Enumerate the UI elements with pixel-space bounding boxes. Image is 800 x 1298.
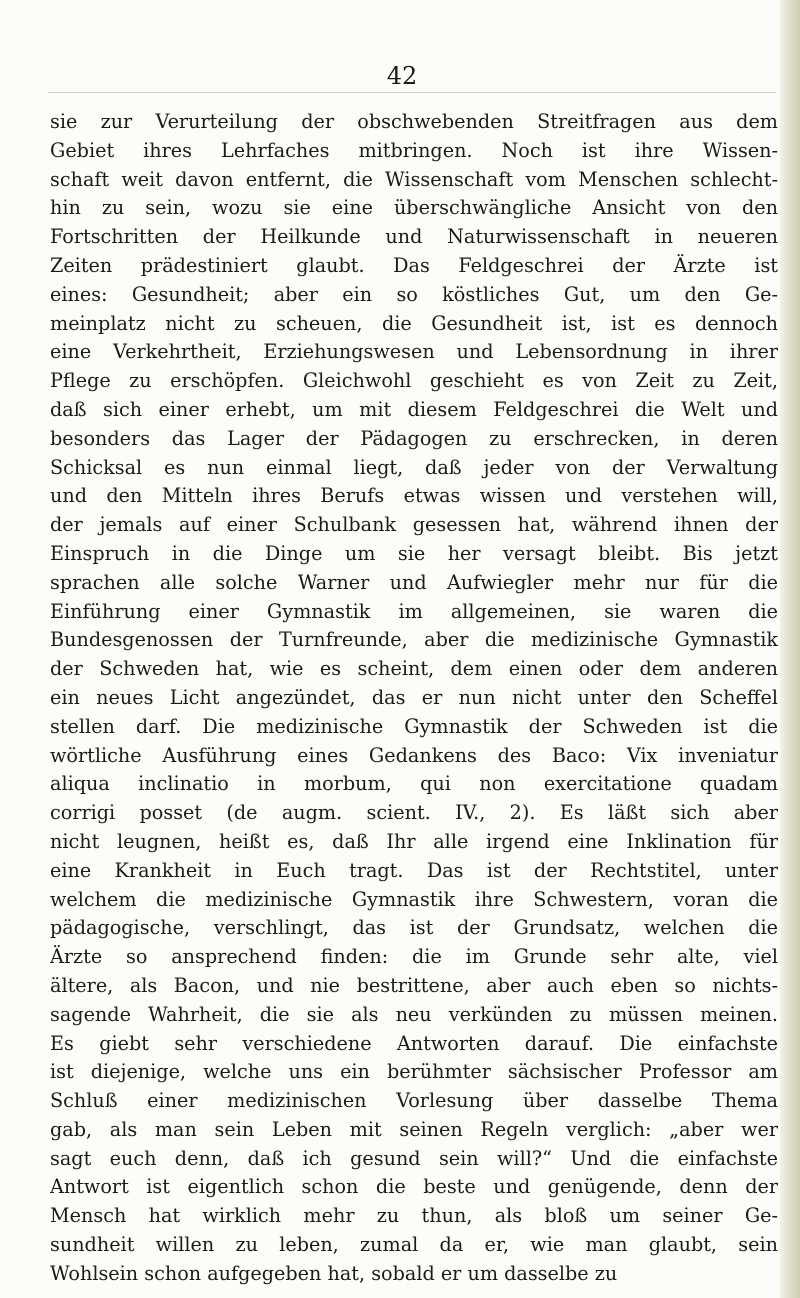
text-line: Es giebt sehr verschiedene Antworten darauf. Die einfachste [50,1031,778,1055]
text-line: corrigi posset (de augm. scient. IV., 2). Es läßt sich aber [50,801,778,825]
text-line: eine Krankheit in Euch tragt. Das ist der Rechtstitel, unter [50,858,778,882]
page-edge-shadow [780,0,800,1298]
text-line: Schluß einer medizinischen Vorlesung über dasselbe Thema [50,1089,778,1113]
text-line: Antwort ist eigentlich schon die beste und genügende, denn der [50,1175,778,1199]
text-line: Gebiet ihres Lehrfaches mitbringen. Noch ist ihre Wissen- [50,138,778,162]
text-line: aliqua inclinatio in morbum, qui non exercitatione quadam [50,772,778,796]
text-line: besonders das Lager der Pädagogen zu erschrecken, in deren [50,426,778,450]
text-line: Einspruch in die Dinge um sie her versagt bleibt. Bis jetzt [50,541,778,565]
text-line: schaft weit davon entfernt, die Wissenschaft vom Menschen schlecht- [50,167,778,191]
text-line: Bundesgenossen der Turnfreunde, aber die medizinische Gymnastik [50,628,778,652]
text-line: der jemals auf einer Schulbank gesessen hat, während ihnen der [50,513,778,537]
text-line: stellen darf. Die medizinische Gymnastik der Schweden ist die [50,714,778,738]
text-line: der Schweden hat, wie es scheint, dem einen oder dem anderen [50,657,778,681]
text-line: sprachen alle solche Warner und Aufwiegler mehr nur für die [50,570,778,594]
text-line: ist diejenige, welche uns ein berühmter sächsischer Professor am [50,1060,778,1084]
text-line: und den Mitteln ihres Berufs etwas wissen und verstehen will, [50,484,778,508]
text-line: Wohlsein schon aufgegeben hat, sobald er um dasselbe zu [50,1261,618,1285]
text-line: sagende Wahrheit, die sie als neu verkünden zu müssen meinen. [50,1002,778,1026]
text-line: Einführung einer Gymnastik im allgemeinen, sie waren die [50,599,778,623]
text-line: sundheit willen zu leben, zumal da er, wie man glaubt, sein [50,1233,778,1257]
page-number: 42 [386,62,418,90]
text-line: meinplatz nicht zu scheuen, die Gesundheit ist, ist es dennoch [50,311,778,335]
header-rule [48,92,776,93]
text-line: Mensch hat wirklich mehr zu thun, als bloß um seiner Ge- [50,1204,778,1228]
text-line: welchem die medizinische Gymnastik ihre Schwestern, voran die [50,887,778,911]
text-line: eine Verkehrtheit, Erziehungswesen und Lebensordnung in ihrer [50,340,778,364]
text-line: sagt euch denn, daß ich gesund sein will?“ Und die einfachste [50,1146,778,1170]
text-line: ältere, als Bacon, und nie bestrittene, aber auch eben so nichts- [50,973,778,997]
text-line: Fortschritten der Heilkunde und Naturwissenschaft in neueren [50,225,778,249]
text-line: pädagogische, verschlingt, das ist der Grundsatz, welchen die [50,916,778,940]
text-line: ein neues Licht angezündet, das er nun nicht unter den Scheffel [50,685,778,709]
text-line: nicht leugnen, heißt es, daß Ihr alle irgend eine Inklination für [50,829,778,853]
text-line: Ärzte so ansprechend finden: die im Grunde sehr alte, viel [50,945,778,969]
text-line: Zeiten prädestiniert glaubt. Das Feldgeschrei der Ärzte ist [50,253,778,277]
text-line: sie zur Verurteilung der obschwebenden Streitfragen aus dem [50,110,778,133]
text-line: gab, als man sein Leben mit seinen Regeln verglich: „aber wer [50,1117,778,1141]
text-line: Pflege zu erschöpfen. Gleichwohl geschieht es von Zeit zu Zeit, [50,369,778,393]
text-line: wörtliche Ausführung eines Gedankens des Baco: Vix inveniatur [50,743,778,767]
text-line: Schicksal es nun einmal liegt, daß jeder von der Verwaltung [50,455,778,479]
text-line: hin zu sein, wozu sie eine überschwängliche Ansicht von den [50,196,778,220]
text-line: daß sich einer erhebt, um mit diesem Feldgeschrei die Welt und [50,397,778,421]
text-line: eines: Gesundheit; aber ein so köstliches Gut, um den Ge- [50,282,778,306]
body-text [50,108,778,1289]
